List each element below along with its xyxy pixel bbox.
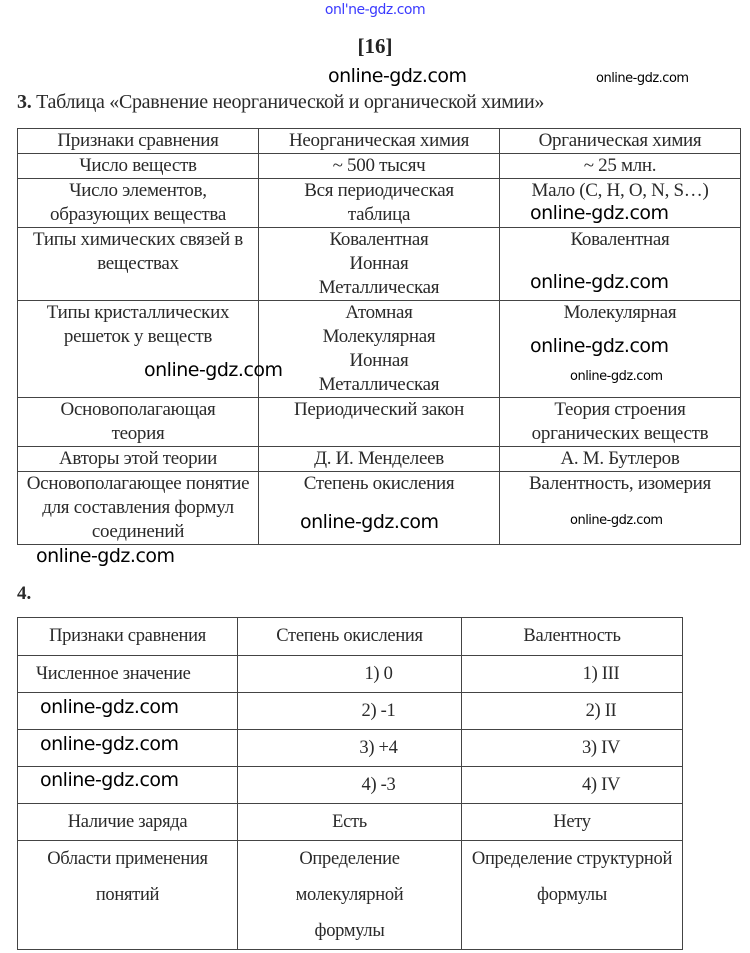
cell: Численное значение (18, 656, 238, 693)
header-cell: Неорганическая химия (259, 129, 500, 154)
watermark: online-gdz.com (40, 696, 179, 718)
cell: ~ 25 млн. (500, 154, 741, 179)
watermark: online-gdz.com (144, 359, 283, 381)
table-header-row (18, 618, 683, 656)
header-cell: Органическая химия (500, 129, 741, 154)
cell: Валентность, изомерия (500, 472, 741, 545)
watermark: online-gdz.com (300, 511, 439, 533)
cell: Молекулярная (500, 301, 741, 398)
header-cell: Признаки сравнения (18, 129, 259, 154)
task4-number: 4. (17, 583, 32, 604)
watermark: online-gdz.com (40, 769, 179, 791)
table-header-row (18, 129, 741, 154)
watermark: online-gdz.com (328, 65, 467, 87)
table-row (18, 447, 741, 472)
table-row (18, 841, 683, 950)
watermark: online-gdz.com (40, 733, 179, 755)
cell: Теория строения органических веществ (500, 398, 741, 447)
cell: Типы кристаллических решеток у веществ (18, 301, 259, 398)
task3-title: Таблица «Сравнение неорганической и органической химии» (36, 91, 545, 113)
cell: ~ 500 тысяч (259, 154, 500, 179)
task3-heading (17, 91, 544, 114)
cell: 3) IV (462, 730, 683, 767)
header-cell: Валентность (462, 618, 683, 656)
cell: 3) +4 (238, 730, 462, 767)
page-number: [16] (357, 34, 393, 58)
cell: Определение структурной формулы (462, 841, 683, 950)
cell: Вся периодическая таблица (259, 179, 500, 228)
cell: А. М. Бутлеров (500, 447, 741, 472)
table-row (18, 804, 683, 841)
cell: Д. И. Менделеев (259, 447, 500, 472)
cell: 4) -3 (238, 767, 462, 804)
cell: 2) -1 (238, 693, 462, 730)
cell: Степень окисления (259, 472, 500, 545)
cell: 1) III (462, 656, 683, 693)
table-row (18, 656, 683, 693)
cell: Атомная Молекулярная Ионная Металлическая (259, 301, 500, 398)
watermark: online-gdz.com (36, 545, 175, 567)
cell: Типы химических связей в веществах (18, 228, 259, 301)
watermark: online-gdz.com (530, 271, 669, 293)
table-row (18, 154, 741, 179)
cell: Есть (238, 804, 462, 841)
watermark-top: onl'ne-gdz.com (324, 2, 426, 18)
watermark: online-gdz.com (530, 335, 669, 357)
cell: 1) 0 (238, 656, 462, 693)
cell: Определение молекулярной формулы (238, 841, 462, 950)
cell: Ковалентная Ионная Металлическая (259, 228, 500, 301)
cell: Нету (462, 804, 683, 841)
cell: Мало (C, H, O, N, S…) (500, 179, 741, 228)
watermark: online-gdz.com (570, 513, 663, 528)
cell: Ковалентная (500, 228, 741, 301)
watermark: online-gdz.com (570, 369, 663, 384)
task3-number: 3. (17, 91, 32, 113)
watermark: online-gdz.com (530, 202, 669, 224)
watermark: online-gdz.com (596, 71, 689, 86)
cell: Наличие заряда (18, 804, 238, 841)
cell: Число элементов, образующих вещества (18, 179, 259, 228)
table-row (18, 472, 741, 545)
cell: 2) II (462, 693, 683, 730)
cell: 4) IV (462, 767, 683, 804)
cell: Основополагающая теория (18, 398, 259, 447)
table-row (18, 398, 741, 447)
header-cell: Признаки сравнения (18, 618, 238, 656)
cell: Число веществ (18, 154, 259, 179)
cell: Основополагающее понятие для составления формул соединений (18, 472, 259, 545)
header-cell: Степень окисления (238, 618, 462, 656)
cell: Авторы этой теории (18, 447, 259, 472)
cell: Периодический закон (259, 398, 500, 447)
cell: Области применения понятий (18, 841, 238, 950)
